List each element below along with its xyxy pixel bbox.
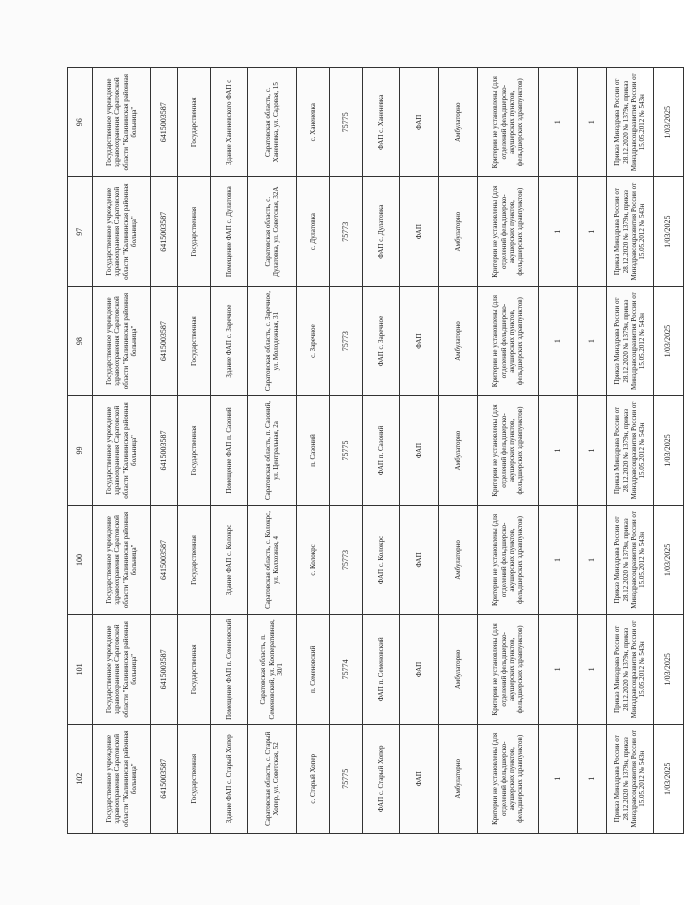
- cell-ownership: Государственная: [178, 286, 211, 395]
- table-row-object-type: [211, 68, 248, 834]
- cell-doc: Приказ Минздрава России от 28.12.2020 № 1379н, приказ Минздравсоцразвития России от 15.05.2012 № 543н: [607, 724, 654, 833]
- cell-q1: 1: [539, 724, 578, 833]
- cell-unit-name: ФАП с. Дулатовка: [363, 177, 400, 286]
- table-row-criteria: [478, 68, 539, 834]
- table-row-idx: [68, 68, 93, 834]
- cell-name: Государственное учреждение здравоохранения Саратовской области "Калининская районная больница": [93, 724, 151, 833]
- cell-care-type: Амбулаторно: [439, 286, 478, 395]
- cell-doc: Приказ Минздрава России от 28.12.2020 № 1379н, приказ Минздравсоцразвития России от 15.05.2012 № 543н: [607, 615, 654, 724]
- cell-object-type: Здание Ханеневского ФАП с: [211, 68, 248, 177]
- table-row-address: [248, 68, 297, 834]
- cell-address: Саратовская область, с. Ханеневка, ул. Садовая, 15: [248, 68, 297, 177]
- cell-unit-name: ФАП п. Сазоний: [363, 396, 400, 505]
- cell-code: 75774: [330, 615, 363, 724]
- cell-oktmo: 1/03/2025: [654, 286, 684, 395]
- cell-name: Государственное учреждение здравоохранения Саратовской области "Калининская районная больница": [93, 68, 151, 177]
- cell-q2: 1: [578, 286, 607, 395]
- cell-idx: 100: [68, 505, 93, 614]
- cell-doc: Приказ Минздрава России от 28.12.2020 № 1379н, приказ Минздравсоцразвития России от 15.05.2012 № 543н: [607, 505, 654, 614]
- cell-code: 75775: [330, 68, 363, 177]
- cell-oktmo: 1/03/2025: [654, 177, 684, 286]
- cell-unit-kind: ФАП: [400, 177, 439, 286]
- cell-ownership: Государственная: [178, 177, 211, 286]
- table-row-locality: [297, 68, 330, 834]
- table-row-q1: [539, 68, 578, 834]
- cell-locality: с. Дулатовка: [297, 177, 330, 286]
- cell-q1: 1: [539, 68, 578, 177]
- rotated-table: [67, 67, 673, 834]
- cell-unit-kind: ФАП: [400, 68, 439, 177]
- cell-q1: 1: [539, 177, 578, 286]
- cell-q1: 1: [539, 505, 578, 614]
- facilities-table: [67, 67, 684, 834]
- cell-idx: 101: [68, 615, 93, 724]
- cell-code: 75773: [330, 505, 363, 614]
- cell-care-type: Амбулаторно: [439, 177, 478, 286]
- cell-address: Саратовская область, п. Сазоний, ул. Центральная, 2а: [248, 396, 297, 505]
- rotated-table-container: [67, 67, 673, 834]
- cell-locality: с. Старый Хопер: [297, 724, 330, 833]
- cell-criteria: Критерии не установлены (для отделений фельдшерско-акушерских пунктов, фельдшерских здравпунктов): [478, 396, 539, 505]
- cell-oktmo: 1/03/2025: [654, 68, 684, 177]
- cell-object-type: Помещение ФАП с. Дулатовка: [211, 177, 248, 286]
- cell-address: Саратовская область, с. Колокрс, ул. Колхозная, 4: [248, 505, 297, 614]
- cell-inn: 6415003587: [151, 615, 178, 724]
- cell-unit-name: ФАП п. Семеновский: [363, 615, 400, 724]
- cell-object-type: Здание ФАП с. Старый Хопер: [211, 724, 248, 833]
- table-row-unit-kind: [400, 68, 439, 834]
- cell-unit-name: ФАП с. Ханеневка: [363, 68, 400, 177]
- table-row-oktmo: [654, 68, 684, 834]
- cell-address: Саратовская область, с. Заречное, ул. Молодежная, 31: [248, 286, 297, 395]
- table-row-care-type: [439, 68, 478, 834]
- cell-q1: 1: [539, 615, 578, 724]
- cell-unit-name: ФАП с. Заречное: [363, 286, 400, 395]
- cell-inn: 6415003587: [151, 68, 178, 177]
- cell-code: 75773: [330, 177, 363, 286]
- cell-name: Государственное учреждение здравоохранения Саратовской области "Калининская районная больница": [93, 286, 151, 395]
- cell-doc: Приказ Минздрава России от 28.12.2020 № 1379н, приказ Минздравсоцразвития России от 15.05.2012 № 543н: [607, 396, 654, 505]
- cell-q2: 1: [578, 396, 607, 505]
- cell-doc: Приказ Минздрава России от 28.12.2020 № 1379н, приказ Минздравсоцразвития России от 15.05.2012 № 543н: [607, 177, 654, 286]
- cell-idx: 99: [68, 396, 93, 505]
- cell-unit-kind: ФАП: [400, 505, 439, 614]
- cell-code: 75773: [330, 286, 363, 395]
- cell-ownership: Государственная: [178, 724, 211, 833]
- cell-q1: 1: [539, 396, 578, 505]
- table-row-unit-name: [363, 68, 400, 834]
- cell-idx: 96: [68, 68, 93, 177]
- cell-criteria: Критерии не установлены (для отделений фельдшерско-акушерских пунктов, фельдшерских здравпунктов): [478, 615, 539, 724]
- cell-object-type: Помещение ФАП п. Семеновский: [211, 615, 248, 724]
- cell-address: Саратовская область, п. Семеновский, ул. Кооперативная, 30/1: [248, 615, 297, 724]
- cell-unit-kind: ФАП: [400, 396, 439, 505]
- cell-object-type: Помещение ФАП п. Сазоний: [211, 396, 248, 505]
- table-row-q2: [578, 68, 607, 834]
- cell-oktmo: 1/03/2025: [654, 505, 684, 614]
- cell-oktmo: 1/03/2025: [654, 724, 684, 833]
- table-row-name: [93, 68, 151, 834]
- cell-locality: с. Колокрс: [297, 505, 330, 614]
- cell-locality: п. Сазоний: [297, 396, 330, 505]
- cell-address: Саратовская область, с. Дулатовка, ул. Советская, 32А: [248, 177, 297, 286]
- cell-locality: п. Семеновский: [297, 615, 330, 724]
- cell-oktmo: 1/03/2025: [654, 615, 684, 724]
- cell-inn: 6415003587: [151, 396, 178, 505]
- cell-q2: 1: [578, 505, 607, 614]
- cell-care-type: Амбулаторно: [439, 724, 478, 833]
- cell-care-type: Амбулаторно: [439, 68, 478, 177]
- cell-care-type: Амбулаторно: [439, 396, 478, 505]
- cell-criteria: Критерии не установлены (для отделений фельдшерско-акушерских пунктов, фельдшерских здравпунктов): [478, 68, 539, 177]
- cell-oktmo: 1/03/2025: [654, 396, 684, 505]
- cell-ownership: Государственная: [178, 68, 211, 177]
- cell-doc: Приказ Минздрава России от 28.12.2020 № 1379н, приказ Минздравсоцразвития России от 15.05.2012 № 543н: [607, 68, 654, 177]
- cell-ownership: Государственная: [178, 615, 211, 724]
- cell-criteria: Критерии не установлены (для отделений фельдшерско-акушерских пунктов, фельдшерских здравпунктов): [478, 505, 539, 614]
- cell-inn: 6415003587: [151, 724, 178, 833]
- cell-unit-name: ФАП с. Колокрс: [363, 505, 400, 614]
- cell-locality: с. Ханеневка: [297, 68, 330, 177]
- cell-criteria: Критерии не установлены (для отделений фельдшерско-акушерских пунктов, фельдшерских здравпунктов): [478, 724, 539, 833]
- cell-name: Государственное учреждение здравоохранения Саратовской области "Калининская районная больница": [93, 505, 151, 614]
- cell-unit-name: ФАП с. Старый Хопер: [363, 724, 400, 833]
- cell-code: 75775: [330, 396, 363, 505]
- cell-unit-kind: ФАП: [400, 615, 439, 724]
- table-row-inn: [151, 68, 178, 834]
- cell-code: 75775: [330, 724, 363, 833]
- cell-object-type: Здание ФАП с. Заречное: [211, 286, 248, 395]
- cell-name: Государственное учреждение здравоохранения Саратовской области "Калининская районная больница": [93, 177, 151, 286]
- cell-locality: с. Заречное: [297, 286, 330, 395]
- cell-criteria: Критерии не установлены (для отделений фельдшерско-акушерских пунктов, фельдшерских здравпунктов): [478, 286, 539, 395]
- cell-q2: 1: [578, 615, 607, 724]
- cell-object-type: Здание ФАП с. Колокрс: [211, 505, 248, 614]
- cell-q1: 1: [539, 286, 578, 395]
- cell-care-type: Амбулаторно: [439, 505, 478, 614]
- cell-idx: 97: [68, 177, 93, 286]
- cell-ownership: Государственная: [178, 505, 211, 614]
- table-row-ownership: [178, 68, 211, 834]
- cell-name: Государственное учреждение здравоохранения Саратовской области "Калининская районная больница": [93, 396, 151, 505]
- cell-name: Государственное учреждение здравоохранения Саратовской области "Калининская районная больница": [93, 615, 151, 724]
- cell-inn: 6415003587: [151, 286, 178, 395]
- table-row-doc: [607, 68, 654, 834]
- cell-address: Саратовская область, с. Старый Хопер, ул. Советская, 52: [248, 724, 297, 833]
- cell-q2: 1: [578, 724, 607, 833]
- cell-q2: 1: [578, 177, 607, 286]
- cell-criteria: Критерии не установлены (для отделений фельдшерско-акушерских пунктов, фельдшерских здравпунктов): [478, 177, 539, 286]
- cell-inn: 6415003587: [151, 177, 178, 286]
- cell-idx: 102: [68, 724, 93, 833]
- cell-care-type: Амбулаторно: [439, 615, 478, 724]
- cell-unit-kind: ФАП: [400, 724, 439, 833]
- cell-idx: 98: [68, 286, 93, 395]
- cell-inn: 6415003587: [151, 505, 178, 614]
- table-row-code: [330, 68, 363, 834]
- cell-ownership: Государственная: [178, 396, 211, 505]
- cell-q2: 1: [578, 68, 607, 177]
- cell-doc: Приказ Минздрава России от 28.12.2020 № 1379н, приказ Минздравсоцразвития России от 15.05.2012 № 543н: [607, 286, 654, 395]
- cell-unit-kind: ФАП: [400, 286, 439, 395]
